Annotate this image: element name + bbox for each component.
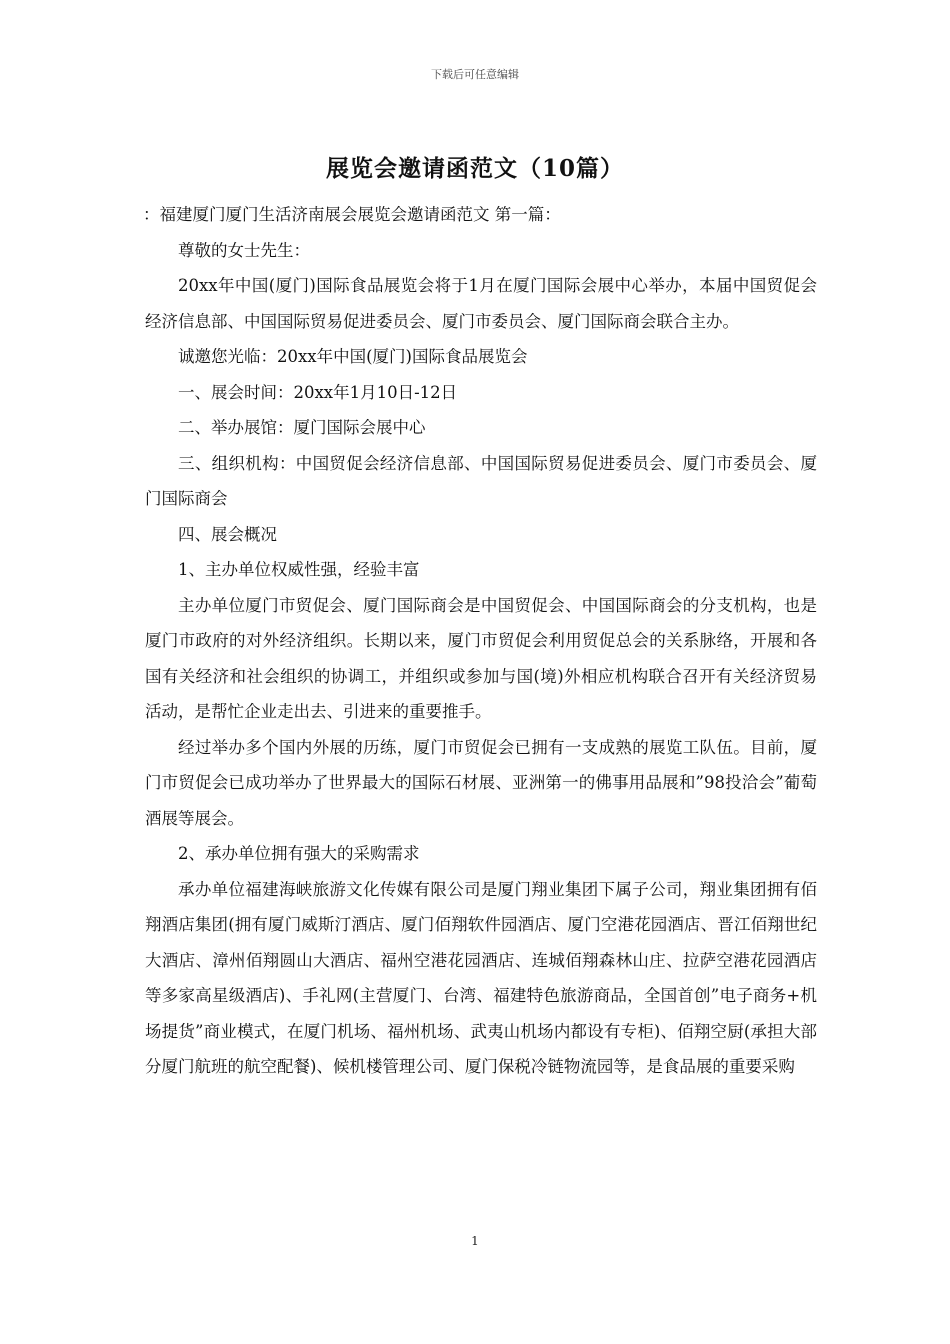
page-header: 下载后可任意编辑 [431, 68, 519, 81]
paragraph-venue: 二、举办展馆：厦门国际会展中心 [178, 418, 426, 437]
paragraph-time: 一、展会时间：20xx年1月10日-12日 [178, 382, 458, 402]
paragraph-salutation: 尊敬的女士先生： [178, 240, 310, 260]
document-title: 展览会邀请函范文（10篇） [325, 155, 624, 182]
paragraph-organizer-description: 承办单位福建海峡旅游文化传媒有限公司是厦门翔业集团下属子公司，翔业集团拥有佰翔酒店集团(拥有厦门威斯汀酒店、厦门佰翔软件园酒店、厦门空港花园酒店、晋江佰翔世纪大酒店、漳州佰翔圆山大酒店、福州空港花园酒店、连城佰翔森林山庄、拉萨空港花园酒店等多家高星级酒店)、手礼网(主营厦门、台湾、福建特色旅游商品，全国首创”电子商务+机场提货”商业模式，在厦门机场、福州机场、武夷山机场内都设有专柜)、佰翔空厨(承担大部分厦门航班的航空配餐)、候机楼管理公司、厦门保税冷链物流园等，是食品展的重要采购 [145, 879, 817, 1076]
page-number: 1 [471, 1234, 479, 1248]
paragraph-point-2: 2、承办单位拥有强大的采购需求 [178, 844, 420, 863]
paragraph-organizers: 三、组织机构：中国贸促会经济信息部、中国国际贸易促进委员会、厦门市委员会、厦门国际商会 [145, 453, 817, 508]
paragraph-overview-heading: 四、展会概况 [178, 524, 277, 544]
paragraph-experience: 经过举办多个国内外展的历练，厦门市贸促会已拥有一支成熟的展览工队伍。目前，厦门市贸促会已成功举办了世界最大的国际石材展、亚洲第一的佛事用品展和”98投洽会”葡萄酒展等展会。 [145, 737, 817, 828]
paragraph-intro: 20xx年中国(厦门)国际食品展览会将于1月在厦门国际会展中心举办，本届中国贸促会经济信息部、中国国际贸易促进委员会、厦门市委员会、厦门国际商会联合主办。 [145, 276, 817, 331]
document-body [145, 197, 817, 1085]
paragraph-host-description: 主办单位厦门市贸促会、厦门国际商会是中国贸促会、中国国际商会的分支机构，也是厦门市政府的对外经济组织。长期以来，厦门市贸促会利用贸促总会的关系脉络，开展和各国有关经济和社会组织的协调工，并组织或参加与国(境)外相应机构联合召开有关经济贸易活动，是帮忙企业走出去、引进来的重要推手。 [145, 595, 817, 721]
paragraph-invitation: 诚邀您光临：20xx年中国(厦门)国际食品展览会 [178, 347, 528, 366]
paragraph-heading-line: ：福建厦门厦门生活济南展会展览会邀请函范文 第一篇： [143, 205, 561, 224]
paragraph-point-1: 1、主办单位权威性强，经验丰富 [178, 560, 420, 579]
